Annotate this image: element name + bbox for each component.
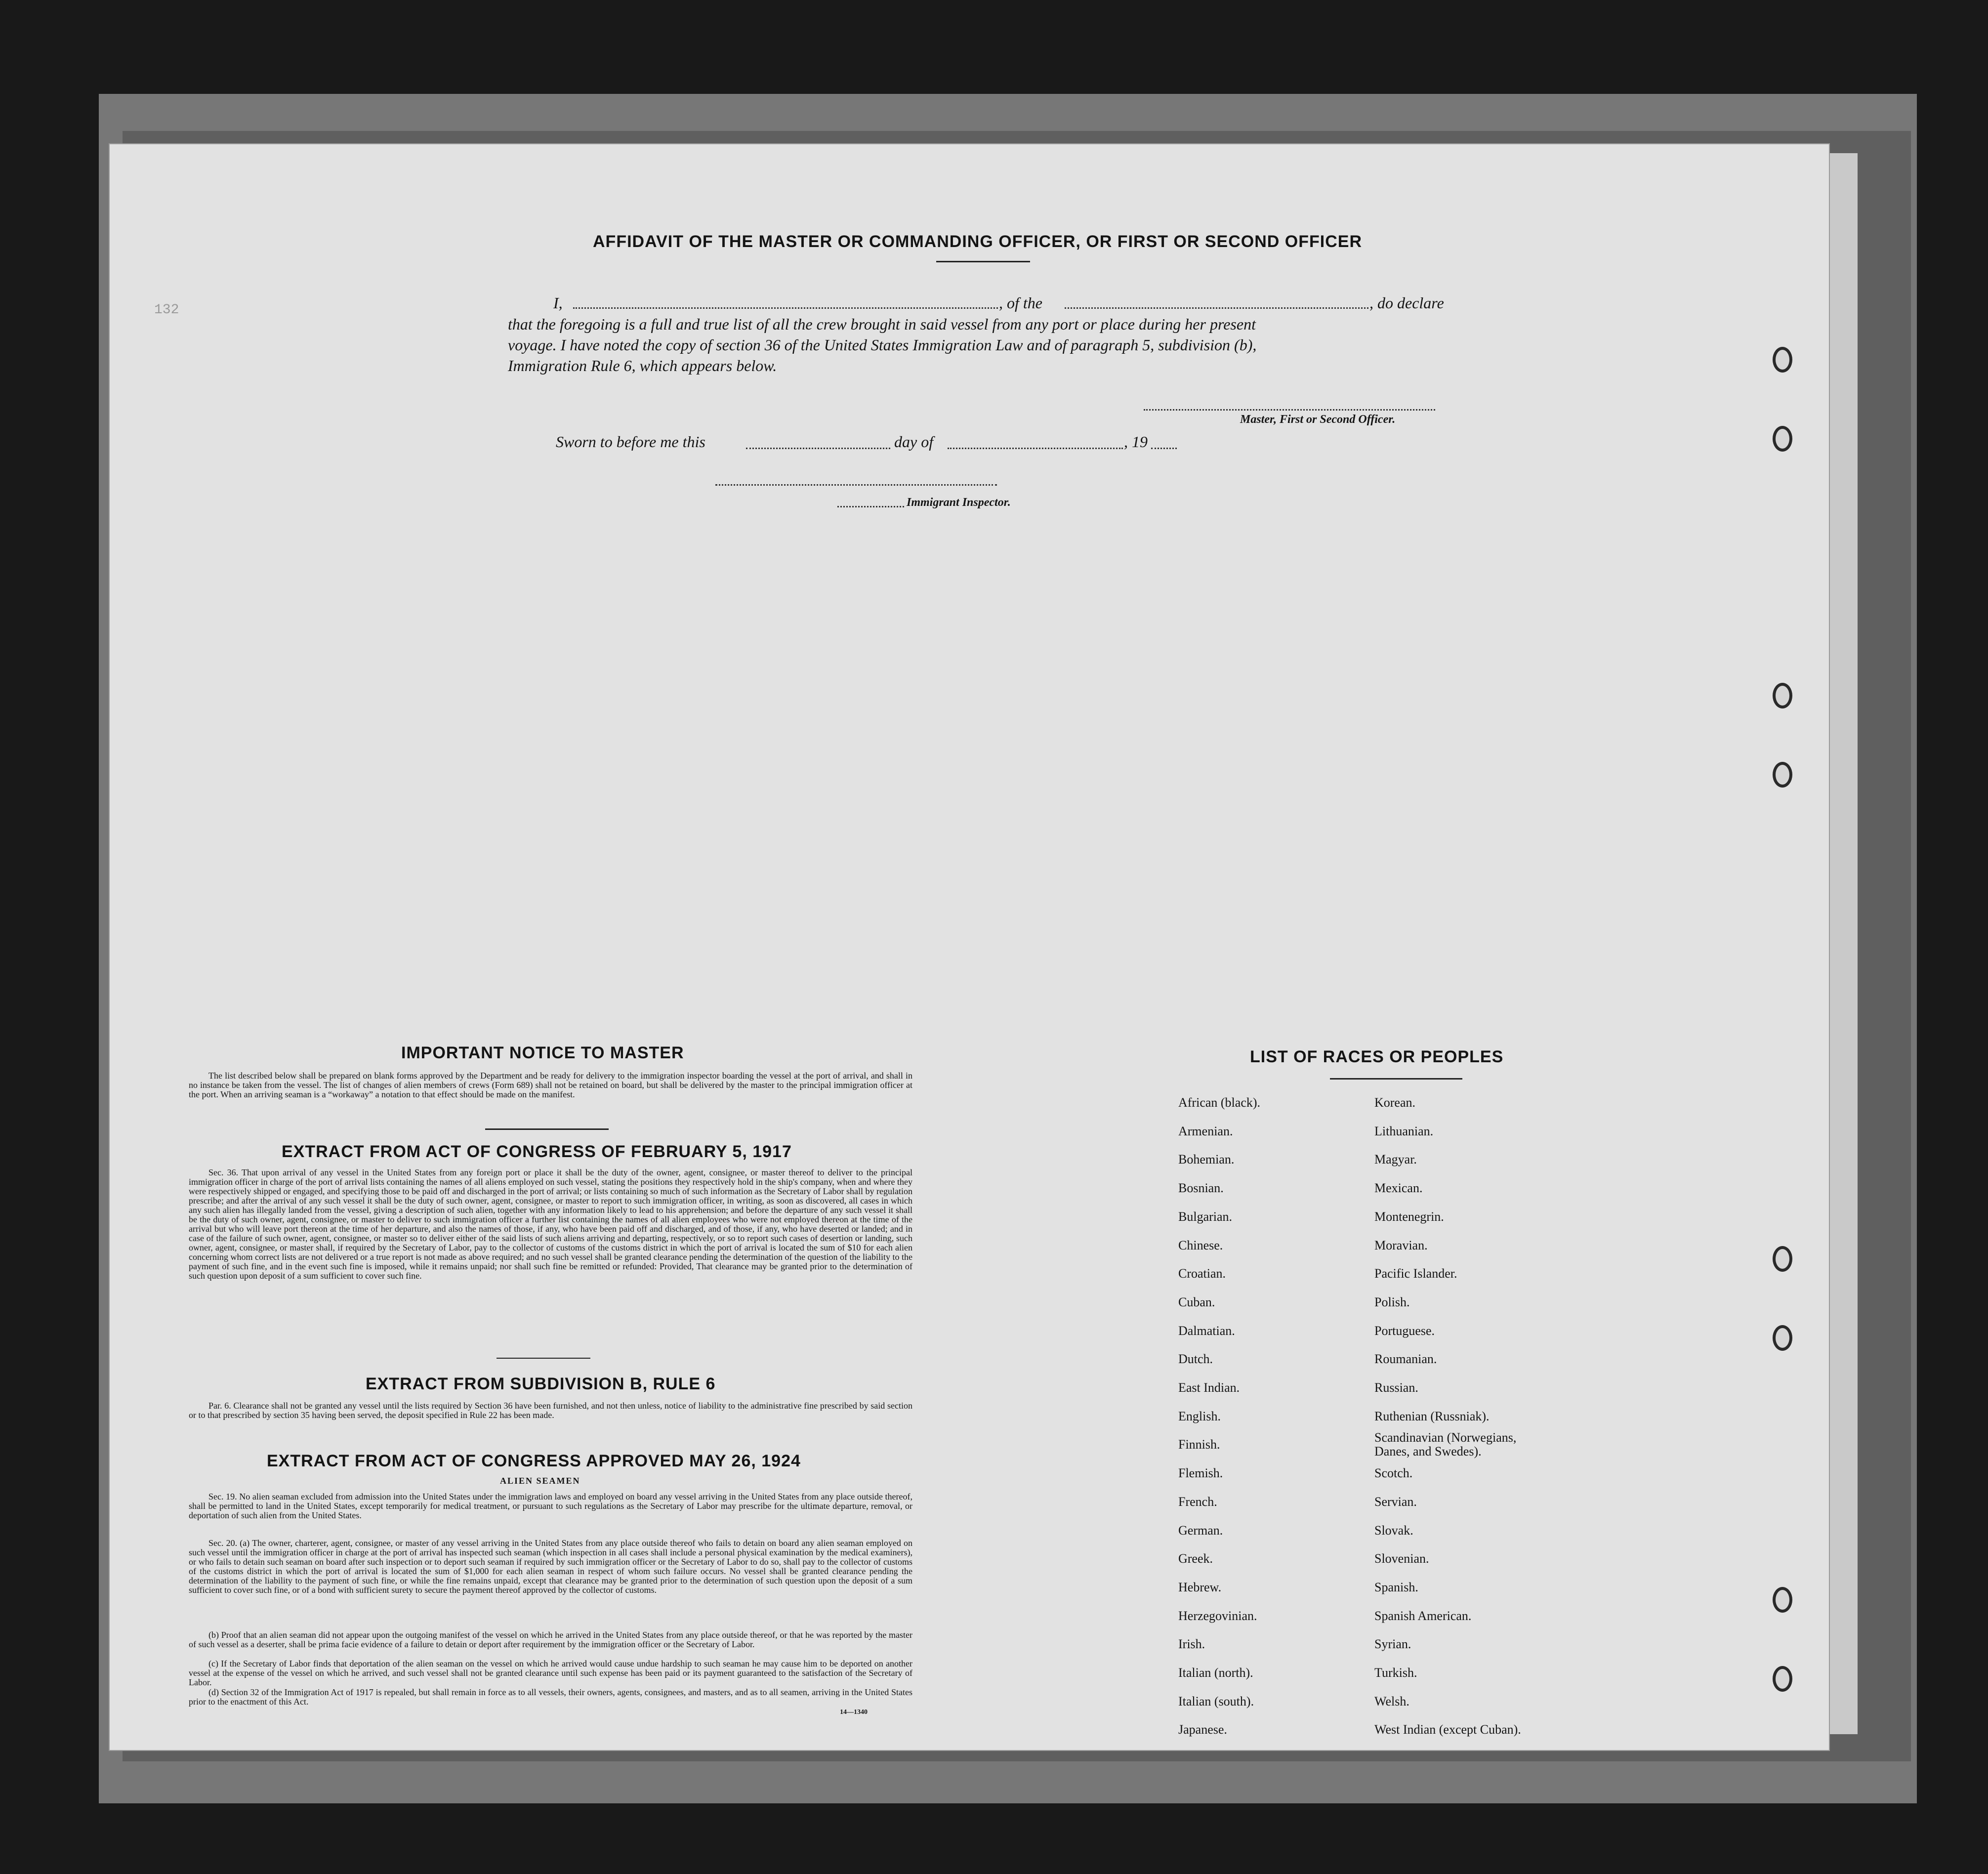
race-item: Irish. (1178, 1637, 1205, 1652)
punch-hole (1773, 762, 1792, 788)
inspector-signature-blank (715, 484, 997, 486)
inspector-lead-dots (837, 506, 904, 507)
page-edge (1829, 153, 1858, 1734)
race-item: Herzegovinian. (1178, 1608, 1257, 1623)
race-item: German. (1178, 1523, 1223, 1538)
extract-1917-rule (497, 1358, 590, 1359)
race-item: Slovak. (1374, 1523, 1413, 1538)
extract-rule6-title: EXTRACT FROM SUBDIVISION B, RULE 6 (366, 1374, 716, 1393)
race-item: Hebrew. (1178, 1580, 1222, 1594)
affidavit-line-2: that the foregoing is a full and true list of all the crew brought in said vessel from any port or place during her present (508, 315, 1256, 333)
punch-hole (1773, 426, 1792, 452)
sworn-month-blank (948, 448, 1123, 449)
master-signature-blank (1144, 409, 1435, 411)
extract-1917-title: EXTRACT FROM ACT OF CONGRESS OF FEBRUARY 5, 1917 (282, 1142, 792, 1161)
race-item: Ruthenian (Russniak). (1374, 1409, 1490, 1423)
race-item: Spanish American. (1374, 1608, 1472, 1623)
master-signature-label: Master, First or Second Officer. (1240, 413, 1396, 426)
extract-1917-text: Sec. 36. That upon arrival of any vessel in the United States from any foreign port or place it shall be the duty of the owner, agent, consignee, or master thereof to deliver to the principal immigration officer in charge of the port of arrival lists containing the names of all aliens employed on such vessel, stating the positions they respectively hold in the ship's company, when and where they were respectively shipped or engaged, and specifying those to be paid off and discharged in the port of arrival; or lists containing so much of such information as the Secretary of Labor shall by regulation prescribe; and after the arrival of any such vessel it shall be the duty of such owner, agent, consignee, or master to report to such immigration officer, in writing, as soon as discovered, all cases in which any such alien has illegally landed from the vessel, giving a description of such alien, together with any information likely to lead to his apprehension; and before the departure of any such vessel it shall be the duty of such owner, agent, consignee, or master to deliver to such immigration officer a further list containing the names of all alien employees who were not employed thereon at the time of the arrival but who will leave port thereon at the time of her departure, and also the names of those, if any, who have been paid off and discharged, and of those, if any, who have deserted or landed; and in case of the failure of such owner, agent, consignee, or master so to deliver either of the said lists of such aliens arriving and departing, respectively, or so to report such cases of desertion or landing, such owner, agent, consignee, or master shall, if required by the Secretary of Labor, pay to the collector of customs of the customs district in which the port of arrival is located the sum of $10 for each alien concerning whom correct lists are not delivered or a true report is not made as above required; and no such vessel shall be granted clearance pending the determination of the question of the liability to the payment of such fine, and in the event such fine is imposed, while it remains unpaid; nor shall such fine be remitted or refunded: Provided, That clearance may be granted prior to the determination of such question upon deposit of a sum sufficient to cover such fine. (189, 1167, 913, 1281)
race-item-continuation: Danes, and Swedes). (1374, 1444, 1482, 1458)
race-item: Bosnian. (1178, 1181, 1224, 1196)
race-item: French. (1178, 1494, 1217, 1509)
race-item: Finnish. (1178, 1437, 1220, 1452)
race-item: Bohemian. (1178, 1152, 1235, 1167)
race-item: Dalmatian. (1178, 1323, 1235, 1338)
race-item: Scotch. (1374, 1466, 1413, 1481)
extract-rule6-text: Par. 6. Clearance shall not be granted any vessel until the lists required by Section 36 have been furnished, and not then unless, notice of liability to the administrative fine prescribed by said section or to that prescribed by section 35 having been served, the deposit specified in Rule 22 has been made. (189, 1401, 912, 1420)
race-item: Mexican. (1374, 1181, 1423, 1196)
affidavit-title: AFFIDAVIT OF THE MASTER OR COMMANDING OFFICER, OR FIRST OR SECOND OFFICER (593, 232, 1362, 251)
sec-20d-text: (d) Section 32 of the Immigration Act of 1917 is repealed, but shall remain in force as to all vessels, their owners, agents, consignees, and masters, and as to all seamen, arriving in the United States prior to the enactment of this Act. (189, 1687, 912, 1707)
margin-number: 132 (154, 302, 179, 318)
sec-20c-text: (c) If the Secretary of Labor finds that deportation of the alien seaman on the vessel on which he arrived would cause undue hardship to such seaman he may cause him to be deported on another vessel at the expense of the vessel on which he arrived, and such vessel shall not be granted clearance until such expense has been paid or its payment guaranteed to the satisfaction of the Secretary of Labor. (189, 1659, 912, 1687)
race-item: Turkish. (1374, 1666, 1417, 1680)
day-of-label: day of (894, 433, 934, 451)
race-item: Syrian. (1374, 1637, 1411, 1652)
punch-hole (1773, 1666, 1792, 1692)
race-item: Chinese. (1178, 1238, 1223, 1252)
race-item: African (black). (1178, 1095, 1261, 1110)
race-item: Russian. (1374, 1380, 1418, 1395)
race-item: Pacific Islander. (1374, 1266, 1457, 1281)
race-item: Scandinavian (Norwegians, (1374, 1430, 1517, 1445)
race-item: Croatian. (1178, 1266, 1226, 1281)
race-item: Korean. (1374, 1095, 1416, 1110)
affidavit-declare-label: , do declare (1369, 294, 1444, 312)
race-item: Cuban. (1178, 1294, 1215, 1309)
notice-text: The list described below shall be prepared on blank forms approved by the Department and be ready for delivery to the immigration inspector boarding the vessel at the port of arrival, and shall in no instance be taken from the vessel. The list of changes of alien members of crews (Form 689) shall not be retained on board, but shall be delivered by the master to the principal immigration officer at the port. When an arriving seaman is a “workaway” a notation to that effect should be made on the manifest. (189, 1071, 912, 1099)
race-item: Lithuanian. (1374, 1124, 1434, 1138)
punch-hole (1773, 683, 1792, 708)
notice-title: IMPORTANT NOTICE TO MASTER (401, 1043, 684, 1062)
sec-20a-text: Sec. 20. (a) The owner, charterer, agent, consignee, or master of any vessel arriving in the United States from any place outside thereof who fails to detain on board any alien seaman employed on such vessel until the immigration officer in charge at the port of arrival has inspected such seaman (which inspection in all cases shall include a personal physical examination by the medical examiners), or who fails to detain such seaman on board after such inspection or to deport such seaman if required by such immigration officer or the Secretary of Labor to do so, shall pay to the collector of customs of the customs district in which the port of arrival is located the sum of $1,000 for each alien seaman in respect of whom such failure occurs. No vessel shall be granted clearance pending the determination of the liability to the payment of such fine, or while the fine remains unpaid, except that clearance may be granted prior to the determination of such question upon the deposit of a sum sufficient to cover such fine, or of a bond with sufficient surety to secure the payment thereof approved by the collector of customs. (189, 1538, 912, 1595)
race-item: Magyar. (1374, 1152, 1417, 1167)
title-rule (936, 261, 1030, 262)
sworn-day-blank (746, 448, 890, 449)
sec-20b-text: (b) Proof that an alien seaman did not appear upon the outgoing manifest of the vessel on which he arrived in the United States from any place outside thereof, or that he was reported by the master of such vessel as a deserter, shall be prima facie evidence of a failure to detain or deport after requirement by the immigration officer or the Secretary of Labor. (189, 1630, 912, 1649)
race-item: Montenegrin. (1374, 1209, 1444, 1224)
form-number: 14—1340 (840, 1708, 868, 1716)
race-item: Portuguese. (1374, 1323, 1435, 1338)
race-item: Japanese. (1178, 1722, 1227, 1737)
affidavit-line-3: voyage. I have noted the copy of section 36 of the United States Immigration Law and of paragraph 5, subdivision (b), (508, 336, 1257, 354)
race-item: Dutch. (1178, 1352, 1213, 1367)
race-item: West Indian (except Cuban). (1374, 1722, 1521, 1737)
sec-19-text: Sec. 19. No alien seaman excluded from admission into the United States under the immigration laws and employed on board any vessel arriving in the United States from any place outside thereof, shall be permitted to land in the United States, except temporarily for medical treatment, or pursuant to such regulations as the Secretary of Labor may prescribe for the ultimate departure, removal, or deportation of such alien from the United States. (189, 1492, 912, 1520)
vessel-blank (1065, 307, 1368, 309)
races-title: LIST OF RACES OR PEOPLES (1250, 1047, 1504, 1066)
race-item: Polish. (1374, 1294, 1410, 1309)
race-item: Roumanian. (1374, 1352, 1437, 1367)
race-item: English. (1178, 1409, 1221, 1423)
affidavit-of-the-label: , of the (999, 294, 1042, 312)
notice-rule (485, 1128, 609, 1130)
race-item: Italian (north). (1178, 1666, 1253, 1680)
races-rule (1330, 1078, 1462, 1080)
race-item: Welsh. (1374, 1694, 1409, 1708)
punch-hole (1773, 347, 1792, 373)
race-item: Spanish. (1374, 1580, 1418, 1594)
race-item: Flemish. (1178, 1466, 1223, 1481)
race-item: Servian. (1374, 1494, 1417, 1509)
race-item: Greek. (1178, 1551, 1213, 1566)
punch-hole (1773, 1587, 1792, 1613)
affidavit-i-label: I, (553, 294, 563, 312)
sworn-label: Sworn to before me this (556, 433, 705, 451)
punch-hole (1773, 1325, 1792, 1351)
inspector-label: Immigrant Inspector. (907, 496, 1011, 509)
name-blank (573, 307, 998, 309)
race-item: East Indian. (1178, 1380, 1240, 1395)
alien-seamen-subtitle: ALIEN SEAMEN (500, 1476, 580, 1486)
race-item: Italian (south). (1178, 1694, 1254, 1708)
race-item: Armenian. (1178, 1124, 1233, 1138)
punch-hole (1773, 1246, 1792, 1272)
extract-1924-title: EXTRACT FROM ACT OF CONGRESS APPROVED MAY 26, 1924 (267, 1452, 801, 1470)
year-blank (1151, 448, 1177, 449)
race-item: Bulgarian. (1178, 1209, 1233, 1224)
year-label: , 19 (1124, 433, 1148, 451)
race-item: Slovenian. (1374, 1551, 1429, 1566)
affidavit-line-4: Immigration Rule 6, which appears below. (508, 357, 777, 375)
race-item: Moravian. (1374, 1238, 1428, 1252)
